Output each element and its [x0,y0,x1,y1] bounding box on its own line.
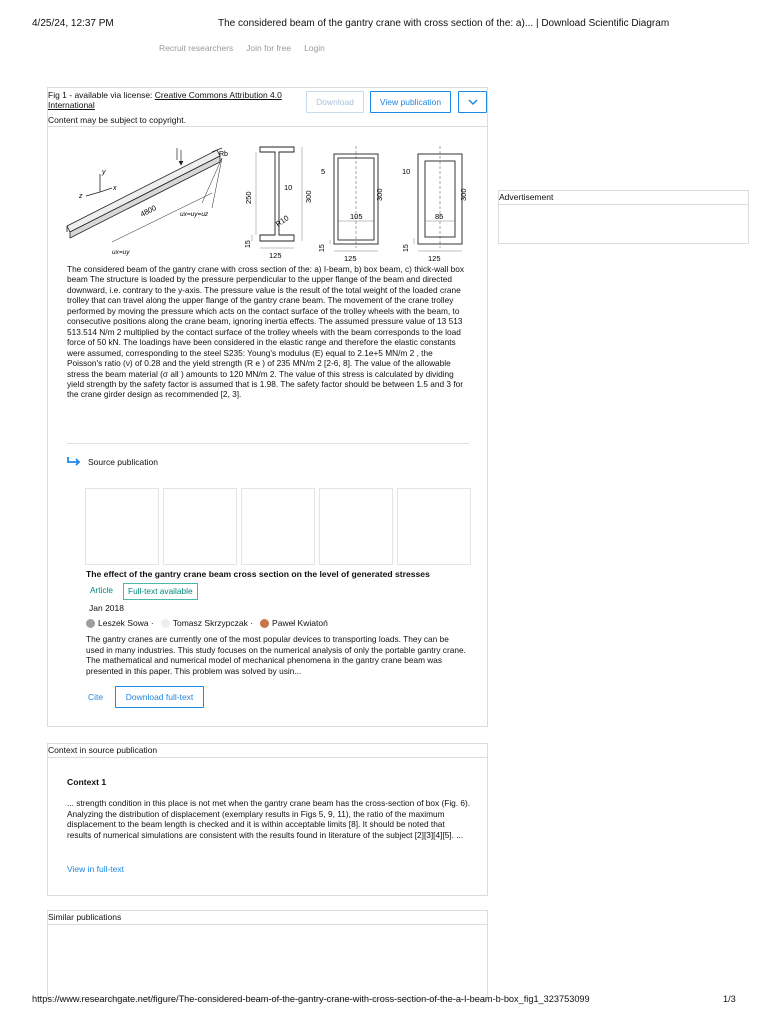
author-list [86,618,328,628]
thick-box-section [418,146,462,248]
download-fulltext-button[interactable]: Download full-text [115,686,204,708]
box-width: 125 [344,254,357,263]
license-prefix: Fig 1 - available via license: [48,90,155,100]
beam-length-label: 4800 [138,203,158,219]
box-beam-section [334,146,378,248]
advertisement-divider [499,204,748,205]
thick-inner: 85 [435,212,444,221]
thumbnail-1[interactable] [85,488,159,565]
print-page-title: The considered beam of the gantry crane with cross section of the: a)... | Download Scientific Diagram [218,18,670,29]
download-button[interactable]: Download [306,91,364,113]
cite-link[interactable]: Cite [88,692,104,702]
context-text: ... strength condition in this place is not met when the gantry crane beam has the cross-section of box (Fig. 6). Analyzing the distribution of displacement (exemplary results in Figs 5, 9, 11), the ratio of the maximum displacement to the beam length is checked and it is within acceptable limits [8]. It should be noted that results of numerical simulations are consistent with the results found in literature of the subject [2][3][4][5]. ... [67,798,471,840]
ibeam-height: 300 [304,190,313,203]
source-publication-label: Source publication [88,456,158,467]
source-publication-heading [66,456,158,467]
caption-divider [67,443,469,444]
similar-header-divider [48,924,487,925]
context-panel [47,743,488,896]
ibeam-inner-height: 250 [244,191,253,204]
thick-height: 300 [459,188,468,201]
nav-recruit-researchers[interactable]: Recruit researchers [159,43,234,53]
more-options-button[interactable] [458,91,487,113]
thumbnail-2[interactable] [163,488,237,565]
figure-license [48,90,298,110]
print-footer-page: 1/3 [723,994,736,1004]
thumbnail-5[interactable] [397,488,471,565]
support-uxy-label: ux=uy [112,249,130,256]
ibeam-dimensions [252,147,302,248]
avatar [161,619,170,628]
context-heading: Context in source publication [48,745,158,755]
copyright-note: Content may be subject to copyright. [48,115,186,125]
print-footer-url: https://www.researchgate.net/figure/The-considered-beam-of-the-gantry-crane-with-cross-section-of-the-a-I-beam-b-box_fig1_323753099 [32,994,590,1004]
thumbnail-4[interactable] [319,488,393,565]
article-badge: Article [90,585,114,595]
axis-y-label: y [102,169,106,176]
arrow-right-icon [66,456,82,467]
axis-z-label: z [79,193,83,200]
beam-perspective [67,148,222,238]
similar-heading: Similar publications [48,912,122,922]
box-inner: 105 [350,212,363,221]
ibeam-web: 10 [284,183,293,192]
thick-wall: 10 [402,167,411,176]
axis-x-label: x [113,185,117,192]
box-height: 300 [375,188,384,201]
thick-width: 125 [428,254,441,263]
author-3[interactable]: Paweł Kwiatoń [272,618,328,628]
avatar [86,619,95,628]
figure-caption: The considered beam of the gantry crane with cross section of the: a) I-beam, b) box beam, c) thick-wall box beam The structure is loaded by the pressure perpendicular to the upper flange of the beam and directed downward, i.e. contrary to the y-axis. The pressure value is the result of the total weight of the loaded crane trolley that can travel along the upper flange of the gantry crane beam. The movement of the crane trolley performed by moving the pressure which acts on the contact surface of the trolley wheels with the beam, to consecutive positions along the crane beam, ignoring inertia effects. The assumed pressure value of 13 513 513.514 N/m 2 multiplied by the contact surface of the trolley wheels with the beam corresponds to the load force of 50 kN. The loadings have been considered in the elastic range and therefore the elastic constants were assumed, corresponding to the steel S235: Young's modulus (E) equal to 2.1e+5 MN/m 2 , the Poisson's ratio (ν) of 0.28 and the yield strength (R e ) of 235 MN/m 2 [2-6, 8]. The value of the allowable stress the beam material (σ all ) amounts to 120 MN/m 2. The value of this stress is calculated by dividing yield strength by the safety factor is assumed that is 1.98. The safety factor should be between 1.5 and 3 for the crane girder design as recommended [2, 3]. [67,264,465,400]
box-beam-dimensions [330,221,378,251]
figure-header-divider [48,126,487,127]
publication-date: Jan 2018 [89,603,124,613]
fulltext-badge: Full-text available [123,583,198,600]
view-in-fulltext-link[interactable]: View in full-text [67,864,125,874]
box-wall: 5 [321,167,326,176]
ibeam-width: 125 [269,251,282,260]
similar-publications-panel [47,910,488,1000]
coordinate-axes [86,174,112,196]
rb-label: Rb [219,151,228,158]
license-link[interactable]: Creative Commons Attribution 4.0 International [48,90,282,110]
support-uxyz-label: ux=uy=uz [180,211,209,218]
ibeam-flange: 15 [245,240,252,248]
print-datetime: 4/25/24, 12:37 PM [32,18,114,29]
beam-diagram [62,138,482,266]
nav-join-for-free[interactable]: Join for free [246,43,292,53]
author-2[interactable]: Tomasz Skrzypczak · [172,618,254,628]
figure-panel [47,87,488,727]
advertisement-label: Advertisement [499,192,554,202]
box-flange: 15 [319,244,326,252]
view-publication-button[interactable]: View publication [370,91,451,113]
chevron-down-icon [468,99,478,106]
author-1[interactable]: Leszek Sowa · [98,618,154,628]
advertisement-panel [498,190,749,244]
top-nav [159,43,325,53]
publication-abstract: The gantry cranes are currently one of the most popular devices to transporting loads. They can be used in many industries. This study focuses on the numerical analysis of only the portable gantry crane. The mathematical and numerical model of mechanical phenomena in the gantry crane beam was presented in this paper. This problem was solved by usin... [86,634,466,676]
avatar [260,619,269,628]
context-header-divider [48,757,487,758]
nav-login[interactable]: Login [304,43,325,53]
thick-flange: 15 [403,244,410,252]
publication-title[interactable]: The effect of the gantry crane beam cross section on the level of generated stresses [86,569,430,579]
ibeam-radius: R10 [273,213,291,229]
thumbnail-3[interactable] [241,488,315,565]
publication-thumbnails [85,488,471,565]
context-title: Context 1 [67,777,107,787]
load-arrows [177,148,183,165]
